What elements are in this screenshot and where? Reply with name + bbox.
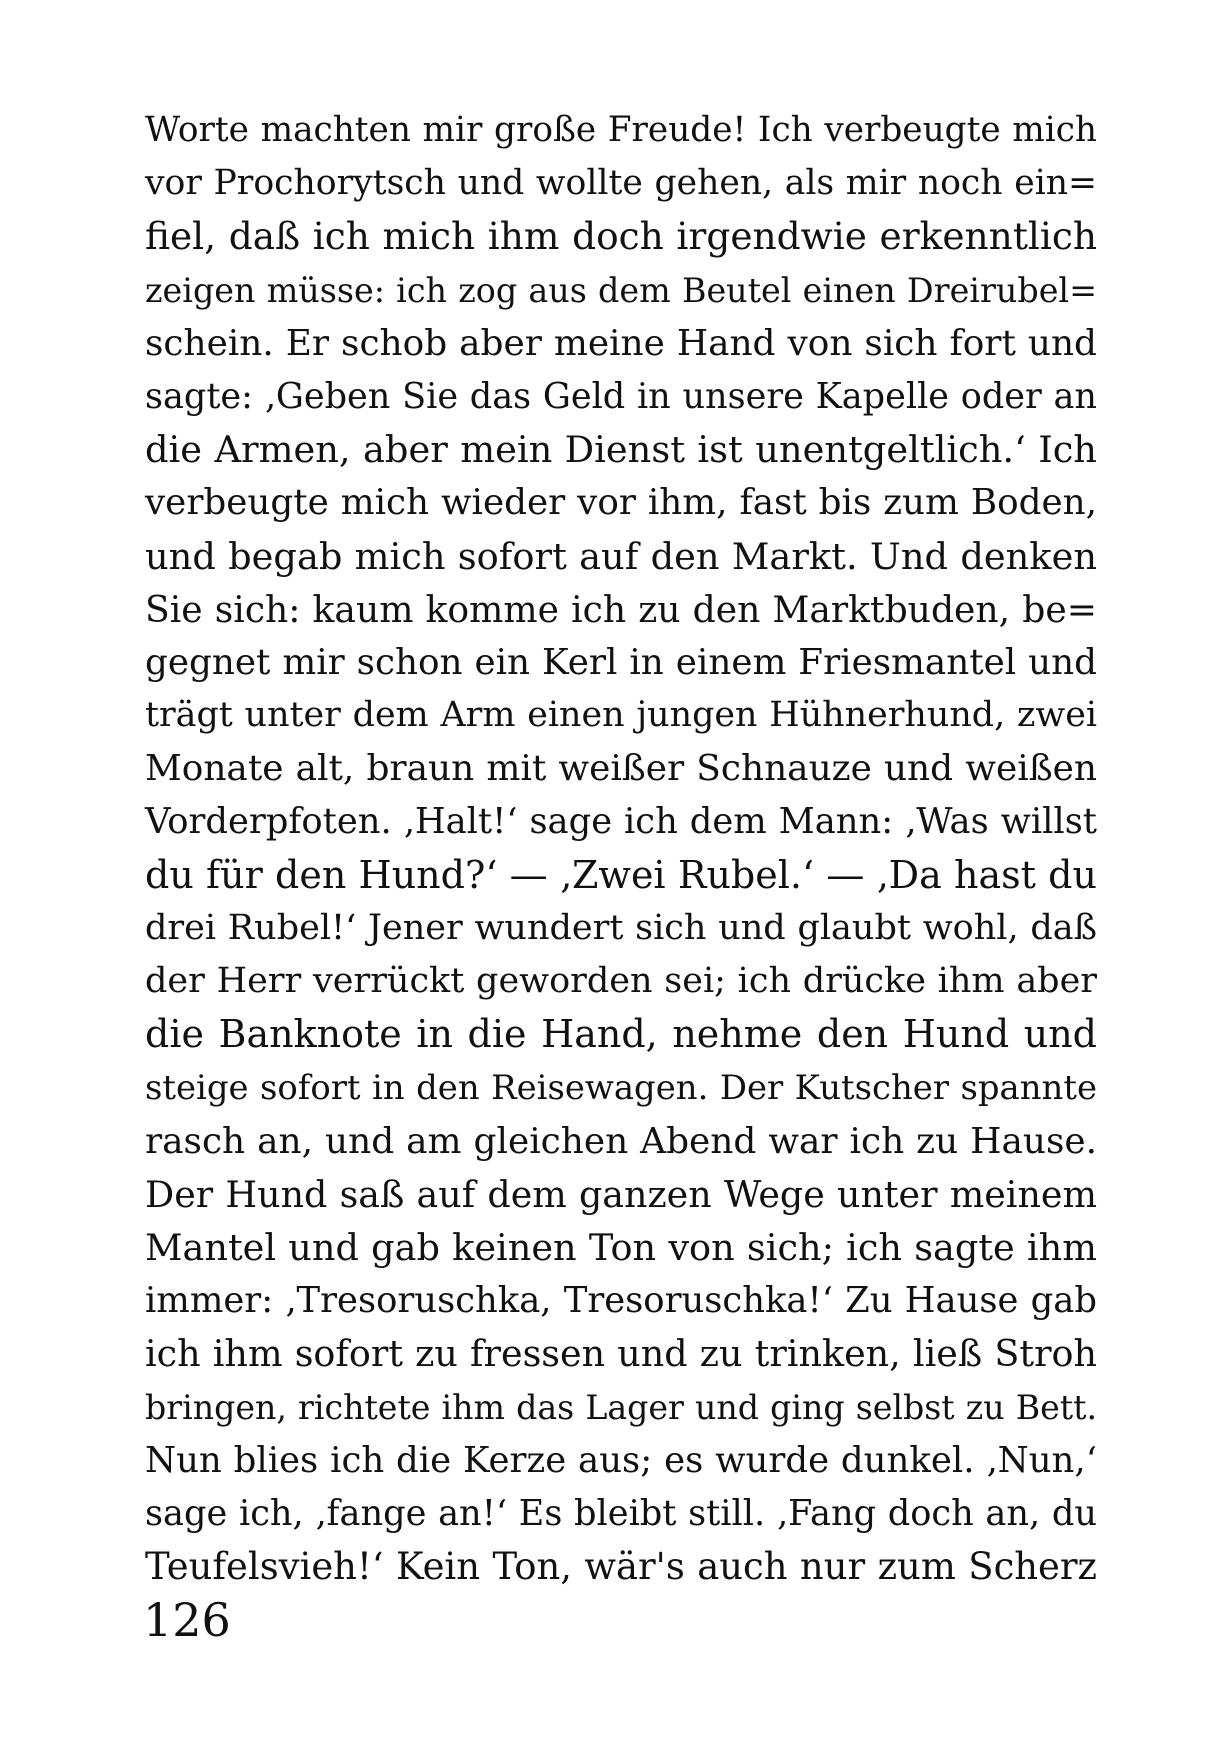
body-text: [145, 104, 1097, 1593]
text-line: und begab mich sofort auf den Markt. Und denken: [145, 534, 1097, 578]
text-line: Teufelsvieh!‘ Kein Ton, wär's auch nur zum Scherz: [145, 1545, 1097, 1589]
text-line: Worte machten mir große Freude! Ich verbeugte mich: [145, 110, 1097, 150]
text-line: rasch an, und am gleichen Abend war ich zu Hause.: [145, 1120, 1097, 1162]
page-number: 126: [143, 1593, 231, 1647]
text-line: sage ich, ‚fange an!‘ Es bleibt still. ‚Fang doch an, du: [145, 1492, 1097, 1534]
text-line: ich ihm sofort zu fressen und zu trinken, ließ Stroh: [145, 1332, 1097, 1376]
text-line: fiel, daß ich mich ihm doch irgendwie erkenntlich: [145, 214, 1097, 259]
text-line: schein. Er schob aber meine Hand von sich fort und: [145, 322, 1097, 364]
text-line: Mantel und gab keinen Ton von sich; ich sagte ihm: [145, 1225, 1097, 1269]
text-line: verbeugte mich wieder vor ihm, fast bis zum Boden,: [145, 482, 1097, 524]
text-line: trägt unter dem Arm einen jungen Hühnerhund, zwei: [145, 695, 1097, 736]
text-line: die Armen, aber mein Dienst ist unentgeltlich.‘ Ich: [145, 428, 1097, 472]
text-line: Der Hund saß auf dem ganzen Wege unter meinem: [145, 1172, 1097, 1216]
text-line: steige sofort in den Reisewagen. Der Kutscher spannte: [145, 1068, 1097, 1108]
text-line: Vorderpfoten. ‚Halt!‘ sage ich dem Mann: ‚Was willst: [145, 801, 1097, 843]
text-line: zeigen müsse: ich zog aus dem Beutel einen Dreirubel=: [145, 270, 1097, 310]
text-line: immer: ‚Tresoruschka, Tresoruschka!‘ Zu Hause gab: [145, 1280, 1097, 1322]
text-line: die Banknote in die Hand, nehme den Hund und: [145, 1012, 1097, 1057]
text-line: vor Prochorytsch und wollte gehen, als mir noch ein=: [145, 163, 1097, 204]
text-line: bringen, richtete ihm das Lager und ging selbst zu Bett.: [145, 1387, 1097, 1427]
text-line: Monate alt, braun mit weißer Schnauze und weißen: [145, 748, 1097, 790]
text-line: du für den Hund?‘ — ‚Zwei Rubel.‘ — ‚Da hast du: [145, 852, 1097, 897]
text-line: Sie sich: kaum komme ich zu den Marktbuden, be=: [145, 587, 1097, 631]
text-line: der Herr verrückt geworden sei; ich drücke ihm aber: [145, 961, 1097, 1001]
text-line: sagte: ‚Geben Sie das Geld in unsere Kapelle oder an: [145, 375, 1097, 417]
text-line: Nun blies ich die Kerze aus; es wurde dunkel. ‚Nun,‘: [145, 1439, 1097, 1481]
text-line: drei Rubel!‘ Jener wundert sich und glaubt wohl, daß: [145, 907, 1097, 948]
text-line: gegnet mir schon ein Kerl in einem Friesmantel und: [145, 641, 1097, 683]
